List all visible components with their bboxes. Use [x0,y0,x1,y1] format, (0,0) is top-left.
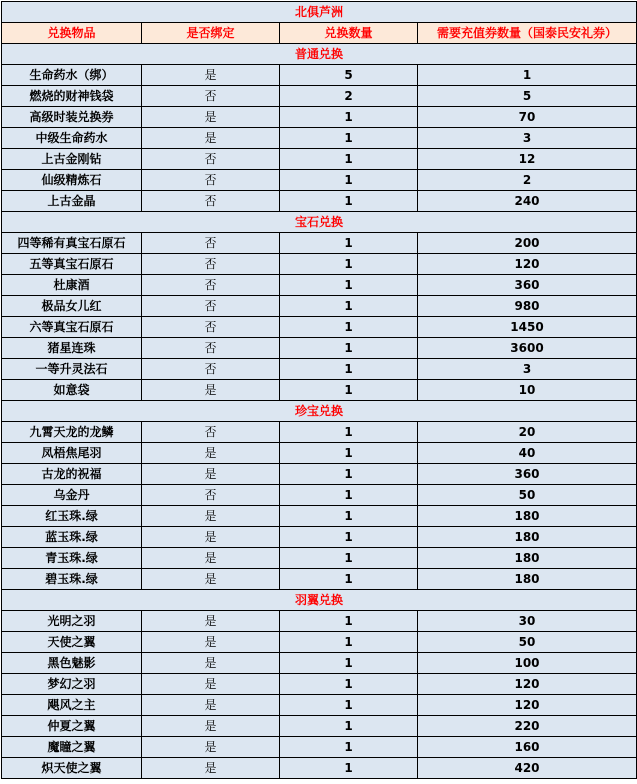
bound-cell: 是 [142,611,280,632]
table-row [2,674,637,695]
quantity-cell: 1 [280,611,418,632]
quantity-cell: 1 [280,296,418,317]
section-title: 宝石兑换 [2,212,637,233]
item-name-cell: 青玉珠.绿 [2,548,142,569]
table-row [2,527,637,548]
quantity-cell: 1 [280,527,418,548]
cost-cell: 3 [418,359,637,380]
bound-cell: 否 [142,485,280,506]
bound-cell: 是 [142,380,280,401]
bound-cell: 否 [142,191,280,212]
header-item: 兑换物品 [2,23,142,44]
item-name-cell: 燃烧的财神钱袋 [2,86,142,107]
bound-cell: 是 [142,548,280,569]
item-name-cell: 魔瞳之翼 [2,737,142,758]
section-title: 珍宝兑换 [2,401,637,422]
title-row [2,2,637,23]
bound-cell: 是 [142,737,280,758]
item-name-cell: 仲夏之翼 [2,716,142,737]
quantity-cell: 2 [280,86,418,107]
cost-cell: 1 [418,65,637,86]
item-name-cell: 一等升灵法石 [2,359,142,380]
quantity-cell: 1 [280,716,418,737]
item-name-cell: 上古金晶 [2,191,142,212]
cost-cell: 120 [418,254,637,275]
cost-cell: 10 [418,380,637,401]
table-row [2,149,637,170]
quantity-cell: 1 [280,107,418,128]
cost-cell: 3 [418,128,637,149]
item-name-cell: 天使之翼 [2,632,142,653]
cost-cell: 200 [418,233,637,254]
quantity-cell: 1 [280,674,418,695]
section-row [2,590,637,611]
table-row [2,338,637,359]
bound-cell: 是 [142,527,280,548]
cost-cell: 12 [418,149,637,170]
cost-cell: 980 [418,296,637,317]
bound-cell: 否 [142,233,280,254]
item-name-cell: 高级时装兑换券 [2,107,142,128]
header-bound: 是否绑定 [142,23,280,44]
item-name-cell: 上古金刚钻 [2,149,142,170]
section-title: 普通兑换 [2,44,637,65]
quantity-cell: 1 [280,422,418,443]
bound-cell: 否 [142,254,280,275]
item-name-cell: 猪星连珠 [2,338,142,359]
quantity-cell: 1 [280,149,418,170]
exchange-table [1,1,637,779]
section-row [2,401,637,422]
bound-cell: 是 [142,464,280,485]
table-row [2,170,637,191]
cost-cell: 180 [418,506,637,527]
table-row [2,65,637,86]
bound-cell: 否 [142,275,280,296]
item-name-cell: 中级生命药水 [2,128,142,149]
table-title: 北俱芦洲 [2,2,637,23]
quantity-cell: 1 [280,128,418,149]
cost-cell: 120 [418,674,637,695]
cost-cell: 5 [418,86,637,107]
item-name-cell: 乌金丹 [2,485,142,506]
quantity-cell: 1 [280,338,418,359]
bound-cell: 是 [142,632,280,653]
table-row [2,548,637,569]
item-name-cell: 四等稀有真宝石原石 [2,233,142,254]
table-row [2,233,637,254]
item-name-cell: 凤梧焦尾羽 [2,443,142,464]
item-name-cell: 碧玉珠.绿 [2,569,142,590]
item-name-cell: 红玉珠.绿 [2,506,142,527]
quantity-cell: 1 [280,632,418,653]
bound-cell: 是 [142,443,280,464]
table-row [2,86,637,107]
quantity-cell: 1 [280,233,418,254]
quantity-cell: 1 [280,380,418,401]
quantity-cell: 1 [280,275,418,296]
table-row [2,737,637,758]
bound-cell: 否 [142,149,280,170]
quantity-cell: 1 [280,443,418,464]
table-row [2,296,637,317]
cost-cell: 180 [418,548,637,569]
table-row [2,380,637,401]
cost-cell: 20 [418,422,637,443]
table-row [2,107,637,128]
table-row [2,716,637,737]
table-row [2,695,637,716]
bound-cell: 是 [142,758,280,779]
table-body [2,2,637,779]
bound-cell: 是 [142,506,280,527]
table-row [2,611,637,632]
bound-cell: 是 [142,569,280,590]
cost-cell: 100 [418,653,637,674]
cost-cell: 50 [418,632,637,653]
item-name-cell: 如意袋 [2,380,142,401]
quantity-cell: 5 [280,65,418,86]
quantity-cell: 1 [280,758,418,779]
item-name-cell: 梦幻之羽 [2,674,142,695]
table-row [2,191,637,212]
quantity-cell: 1 [280,569,418,590]
table-row [2,443,637,464]
quantity-cell: 1 [280,548,418,569]
item-name-cell: 生命药水（绑） [2,65,142,86]
table-row [2,506,637,527]
bound-cell: 否 [142,296,280,317]
bound-cell: 是 [142,674,280,695]
cost-cell: 220 [418,716,637,737]
table-row [2,254,637,275]
item-name-cell: 光明之羽 [2,611,142,632]
cost-cell: 50 [418,485,637,506]
table-row [2,758,637,779]
section-row [2,212,637,233]
bound-cell: 是 [142,695,280,716]
cost-cell: 30 [418,611,637,632]
item-name-cell: 杜康酒 [2,275,142,296]
cost-cell: 1450 [418,317,637,338]
quantity-cell: 1 [280,506,418,527]
table-row [2,653,637,674]
item-name-cell: 炽天使之翼 [2,758,142,779]
quantity-cell: 1 [280,170,418,191]
cost-cell: 420 [418,758,637,779]
item-name-cell: 蓝玉珠.绿 [2,527,142,548]
quantity-cell: 1 [280,317,418,338]
quantity-cell: 1 [280,737,418,758]
bound-cell: 否 [142,86,280,107]
cost-cell: 240 [418,191,637,212]
cost-cell: 70 [418,107,637,128]
quantity-cell: 1 [280,695,418,716]
quantity-cell: 1 [280,464,418,485]
bound-cell: 否 [142,170,280,191]
table-row [2,569,637,590]
bound-cell: 是 [142,65,280,86]
quantity-cell: 1 [280,653,418,674]
item-name-cell: 六等真宝石原石 [2,317,142,338]
section-row [2,44,637,65]
table-row [2,275,637,296]
bound-cell: 是 [142,653,280,674]
header-cost: 需要充值券数量（国泰民安礼券） [418,23,637,44]
cost-cell: 360 [418,275,637,296]
bound-cell: 否 [142,317,280,338]
table-row [2,464,637,485]
quantity-cell: 1 [280,359,418,380]
bound-cell: 是 [142,716,280,737]
quantity-cell: 1 [280,191,418,212]
item-name-cell: 极品女儿红 [2,296,142,317]
quantity-cell: 1 [280,485,418,506]
header-quantity: 兑换数量 [280,23,418,44]
item-name-cell: 仙级精炼石 [2,170,142,191]
item-name-cell: 飓风之主 [2,695,142,716]
bound-cell: 否 [142,338,280,359]
bound-cell: 否 [142,422,280,443]
cost-cell: 120 [418,695,637,716]
cost-cell: 360 [418,464,637,485]
item-name-cell: 黑色魅影 [2,653,142,674]
item-name-cell: 古龙的祝福 [2,464,142,485]
table-row [2,128,637,149]
table-row [2,422,637,443]
cost-cell: 3600 [418,338,637,359]
item-name-cell: 五等真宝石原石 [2,254,142,275]
bound-cell: 是 [142,107,280,128]
cost-cell: 180 [418,569,637,590]
quantity-cell: 1 [280,254,418,275]
item-name-cell: 九霄天龙的龙鳞 [2,422,142,443]
table-row [2,632,637,653]
cost-cell: 160 [418,737,637,758]
table-row [2,317,637,338]
bound-cell: 否 [142,359,280,380]
table-row [2,359,637,380]
bound-cell: 是 [142,128,280,149]
table-row [2,485,637,506]
cost-cell: 180 [418,527,637,548]
section-title: 羽翼兑换 [2,590,637,611]
cost-cell: 2 [418,170,637,191]
header-row [2,23,637,44]
cost-cell: 40 [418,443,637,464]
